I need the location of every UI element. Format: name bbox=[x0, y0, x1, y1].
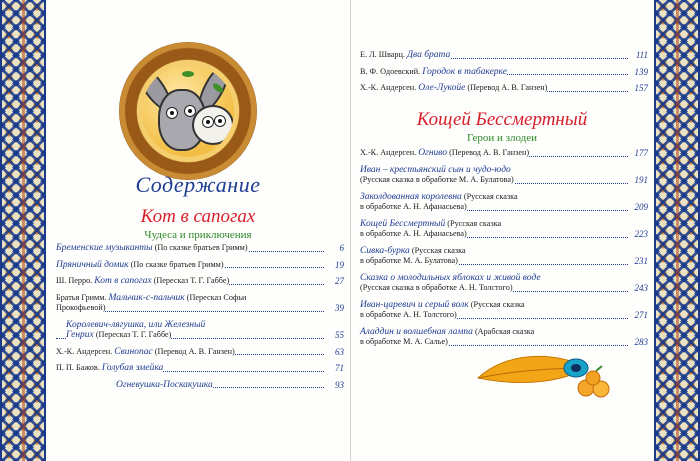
entry-author: В. Ф. Одоевский. bbox=[360, 66, 421, 76]
entry-title: Кощей Бессмертный bbox=[360, 218, 446, 229]
entry-title: Городок в табакерке bbox=[422, 66, 507, 77]
entry-note: (Русская сказка bbox=[463, 191, 518, 201]
page-number: 209 bbox=[634, 202, 648, 212]
entry-title: Огниво bbox=[418, 148, 448, 158]
toc-entry[interactable] bbox=[56, 347, 346, 358]
entry-note: (Русская сказка bbox=[470, 299, 525, 309]
page-number: 55 bbox=[335, 330, 344, 340]
toc-entry[interactable] bbox=[56, 276, 346, 287]
entry-title-continued: Генрих bbox=[66, 330, 94, 340]
entry-title: Сивка-бурка bbox=[360, 245, 410, 256]
entry-author: Е. Л. Шварц. bbox=[360, 50, 405, 59]
page-number: 63 bbox=[335, 346, 344, 357]
entry-title: Кот в сапогах bbox=[94, 276, 152, 286]
page-number: 19 bbox=[335, 259, 344, 270]
toc-entry[interactable] bbox=[56, 243, 346, 254]
entry-author: Ш. Перро. bbox=[56, 276, 93, 285]
page-number: 283 bbox=[634, 337, 648, 347]
entry-note-continued: (Русская сказка в обработке М. А. Булатова) bbox=[360, 175, 514, 184]
page-number: 27 bbox=[335, 276, 344, 286]
toc-entry[interactable] bbox=[360, 148, 650, 159]
table-of-contents-right bbox=[360, 148, 650, 354]
toc-entry[interactable] bbox=[360, 83, 650, 94]
entry-note: (Пересказ Т. Г. Габбе) bbox=[95, 330, 172, 339]
toc-entry[interactable] bbox=[56, 380, 346, 391]
illustration-medallion bbox=[142, 65, 234, 157]
toc-entry[interactable] bbox=[360, 273, 650, 294]
entry-note: (Перевод А. В. Ганзен) bbox=[449, 148, 530, 157]
entry-note: (Перевод А. В. Ганзен) bbox=[154, 346, 235, 356]
left-ornamental-border bbox=[0, 0, 46, 461]
dog-head bbox=[192, 105, 234, 145]
entry-title: Голубая змейка bbox=[101, 363, 164, 373]
toc-entry[interactable] bbox=[360, 246, 650, 267]
apple-leaf bbox=[596, 366, 602, 371]
toc-entry[interactable] bbox=[360, 67, 650, 78]
entry-note-continued: в обработке М. А. Булатова) bbox=[360, 256, 458, 265]
page-number: 243 bbox=[634, 283, 648, 293]
left-page bbox=[46, 0, 351, 461]
entry-author: Х.-К. Андерсен. bbox=[360, 148, 417, 157]
page-number: 223 bbox=[634, 229, 648, 239]
page-number: 231 bbox=[634, 256, 648, 266]
entry-title: Бременские музыканты bbox=[56, 243, 153, 253]
entry-note-continued: в обработке М. А. Салье) bbox=[360, 337, 448, 346]
apple bbox=[586, 371, 600, 385]
entry-title: Аладдин и волшебная лампа bbox=[360, 326, 473, 337]
entry-note: (По сказке братьев Гримм) bbox=[130, 259, 224, 269]
entry-note-continued: в обработке А. Н. Афанасьева) bbox=[360, 229, 467, 238]
entry-note-continued: в обработке А. Н. Афанасьева) bbox=[360, 202, 467, 211]
page-number: 111 bbox=[635, 50, 648, 60]
entry-note: (Пересказ Софьи bbox=[186, 292, 247, 302]
entry-note: (Русская сказка bbox=[447, 218, 502, 228]
toc-entry[interactable] bbox=[360, 50, 650, 61]
entry-title: Иван – крестьянский сын и чудо-юдо bbox=[360, 164, 511, 175]
table-of-contents-left bbox=[56, 243, 346, 396]
entry-note: (Русская сказка bbox=[411, 245, 466, 255]
entry-note: (По сказке братьев Гримм) bbox=[154, 243, 248, 252]
toc-entry[interactable] bbox=[56, 363, 346, 374]
entry-title: Мальчик-с-пальчик bbox=[108, 292, 185, 303]
entry-note: (Перевод А. В. Ганзен) bbox=[467, 83, 548, 92]
entry-note: (Арабская сказка bbox=[474, 326, 535, 336]
toc-entry[interactable] bbox=[360, 219, 650, 240]
page-number: 191 bbox=[634, 175, 648, 185]
leaf-decoration bbox=[182, 71, 194, 77]
toc-entry[interactable] bbox=[56, 320, 346, 341]
dog-eye bbox=[214, 115, 226, 127]
golden-feather-illustration bbox=[468, 340, 628, 400]
feather-eye-center bbox=[571, 364, 581, 372]
entry-note: (Пересказ Т. Г. Габбе) bbox=[153, 276, 230, 285]
right-ornamental-border bbox=[654, 0, 700, 461]
donkey-eye bbox=[166, 107, 178, 119]
entry-note-continued: в обработке А. Н. Толстого) bbox=[360, 310, 457, 319]
page-number: 271 bbox=[634, 310, 648, 320]
table-of-contents-right-top bbox=[360, 50, 650, 100]
page-number: 39 bbox=[335, 303, 344, 313]
page-number: 157 bbox=[634, 83, 648, 93]
donkey-dog-illustration bbox=[119, 42, 257, 180]
toc-entry[interactable] bbox=[360, 192, 650, 213]
section-subheading: Герои и злодеи bbox=[466, 132, 538, 144]
page-number: 139 bbox=[634, 66, 648, 77]
entry-note-continued: (Русская сказка в обработке А. Н. Толстого) bbox=[360, 283, 513, 292]
entry-title: Два брата bbox=[406, 50, 451, 60]
toc-entry[interactable] bbox=[360, 165, 650, 186]
entry-title: Оле-Лукойе bbox=[418, 83, 466, 93]
toc-entry[interactable] bbox=[56, 260, 346, 271]
entry-title: Пряничный домик bbox=[56, 259, 129, 270]
entry-title: Иван-царевич и серый волк bbox=[360, 299, 469, 310]
right-page bbox=[350, 0, 654, 461]
entry-author: Х.-К. Андерсен. bbox=[360, 83, 417, 92]
entry-title: Огневушка-Поскакушка bbox=[116, 379, 213, 390]
section-heading: Кощей Бессмертный bbox=[416, 109, 588, 130]
entry-title: Королевич-лягушка, или Железный bbox=[66, 319, 206, 330]
section-subheading: Чудеса и приключения bbox=[144, 229, 252, 241]
entry-note-continued: Прокофьевой) bbox=[56, 303, 106, 312]
page-number: 71 bbox=[335, 363, 344, 373]
page-number: 177 bbox=[634, 148, 648, 158]
entry-author: Братья Гримм. bbox=[56, 292, 107, 302]
page-number: 6 bbox=[339, 243, 344, 253]
entry-title: Свинопас bbox=[114, 346, 153, 357]
page-title: Содержание bbox=[135, 172, 261, 197]
toc-entry[interactable] bbox=[56, 293, 346, 314]
dog-eye bbox=[202, 116, 214, 128]
entry-author: Х.-К. Андерсен. bbox=[56, 346, 113, 356]
entry-author: П. П. Бажов. bbox=[56, 363, 100, 372]
page-number: 93 bbox=[335, 379, 344, 390]
entry-title: Сказка о молодильных яблоках и живой воде bbox=[360, 272, 541, 283]
toc-entry[interactable] bbox=[360, 300, 650, 321]
section-heading: Кот в сапогах bbox=[140, 206, 256, 227]
entry-title: Заколдованная королевна bbox=[360, 191, 462, 202]
